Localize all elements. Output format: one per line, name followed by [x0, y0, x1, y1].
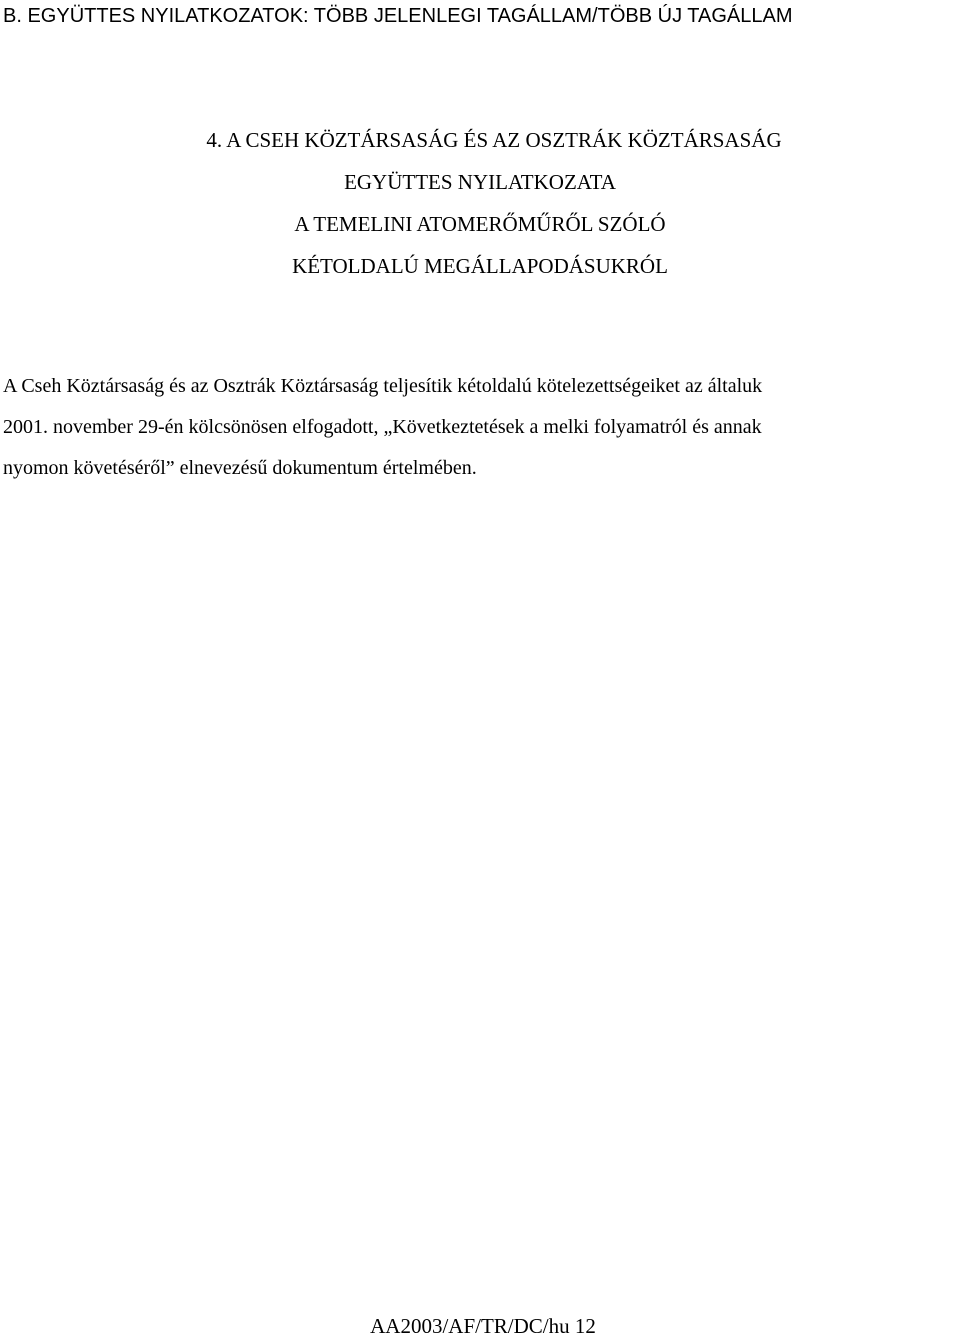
body-paragraph-line-2: 2001. november 29-én kölcsönösen elfogadott, „Következtetések a melki folyamatról és annak	[3, 416, 762, 438]
document-reference-footer: AA2003/AF/TR/DC/hu 12	[370, 1314, 596, 1338]
declaration-title	[0, 119, 960, 287]
body-paragraph-line-3: nyomon követéséről” elnevezésű dokumentum értelmében.	[3, 457, 477, 479]
body-paragraph-line-1: A Cseh Köztársaság és az Osztrák Köztársaság teljesítik kétoldalú kötelezettségeiket az általuk	[3, 375, 763, 397]
declaration-title-line-1: 4. A CSEH KÖZTÁRSASÁG ÉS AZ OSZTRÁK KÖZTÁRSASÁG	[206, 128, 782, 152]
declaration-title-line-2: EGYÜTTES NYILATKOZATA	[344, 170, 616, 194]
body-paragraph	[3, 366, 953, 489]
declaration-title-line-3: A TEMELINI ATOMERŐMŰRŐL SZÓLÓ	[294, 212, 666, 236]
declaration-title-line-4: KÉTOLDALÚ MEGÁLLAPODÁSUKRÓL	[292, 254, 668, 278]
section-heading: B. EGYÜTTES NYILATKOZATOK: TÖBB JELENLEGI TAGÁLLAM/TÖBB ÚJ TAGÁLLAM	[3, 5, 793, 27]
